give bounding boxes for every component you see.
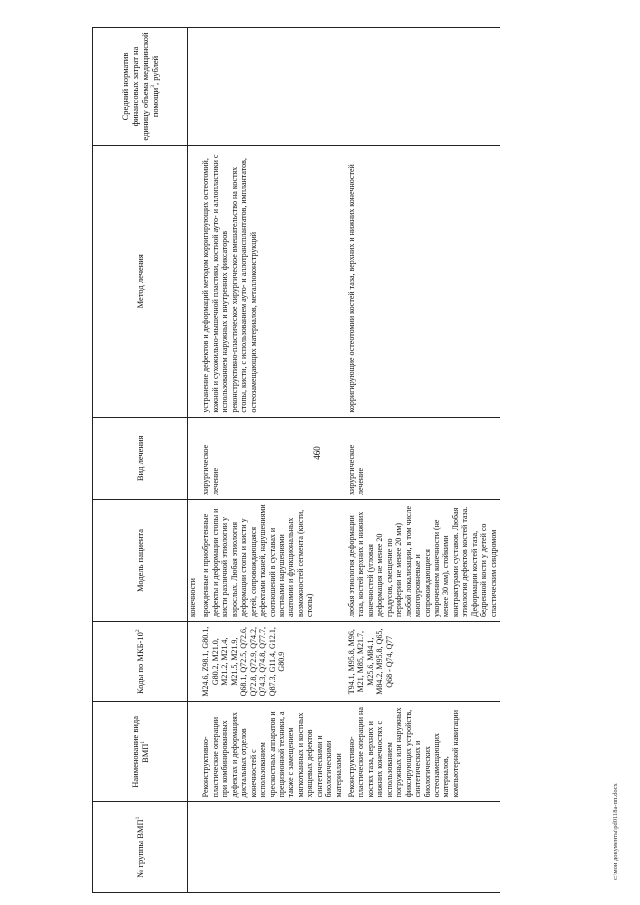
- cell-mkb: M24.6, Z98.1, G80.1, G80.2, M21.0, M21.2, M21.4, M21.5, M21.9, Q68.1, Q72.5, Q72.6, Q72.8, Q72.9, Q74.2, Q74.3, Q74.8, Q77.7, Q87.3, G11.4, G12.1, G80.9: [199, 621, 345, 701]
- cell-method: [188, 146, 200, 418]
- table-row: [345, 28, 500, 893]
- page-number: 460: [311, 446, 322, 460]
- cell-group-no: [345, 802, 500, 893]
- cell-mkb: [188, 621, 200, 701]
- table-row: [199, 28, 345, 893]
- cell-norm: [199, 28, 345, 146]
- cell-group-no: [199, 802, 345, 893]
- cell-method: корригирующие остеотомии костей таза, верхних и нижних конечностей: [345, 146, 500, 418]
- header-group-no: № группы ВМП$^1$: [93, 802, 188, 893]
- header-mkb: Коды по МКБ-$10^2$: [93, 621, 188, 701]
- cell-model: любая этиология деформации таза, костей верхних и нижних конечностей (угловая деформация не менее 20 градусов, смещение по периферии не менее 20 мм) любой локализации, в том числе многоуровневые и сопровождающиеся укорочением конечности (не менее 30 мм), стойкими контрактурами суставов. Любая этиология дефектов костей таза. Деформации костей таза, бедренной кости у детей со спастическим синдромом: [345, 500, 500, 622]
- cell-norm: [188, 28, 200, 146]
- cell-treatment-type: хирургическое лечение: [199, 417, 345, 499]
- continuation-row: [188, 28, 200, 893]
- cell-method: устранение дефектов и деформаций методом корригирующих остеотомий, кожной и сухожильно-мышечной пластики, костной ауто- и аллопластики с использованием наружных и внутренних фиксаторов реконструктивно-пластическое хирургическое вмешательство на костях стопы, кисти, с использованием ауто- и аллотрансплантатов, имплантатов, остеозамещающих материалов, металлоконструкций: [199, 146, 345, 418]
- header-treatment-type: Вид лечения: [93, 417, 188, 499]
- header-norm: Средний норматив финансовых затрат на единицу объема медицинской помощи$^3$, рублей: [93, 28, 188, 146]
- cell-model: конечности: [188, 500, 200, 622]
- table-header-row: [93, 28, 188, 893]
- cell-treatment-type: [188, 417, 200, 499]
- header-name: Наименование вида ВМП$^1$: [93, 702, 188, 802]
- cell-mkb: T94.1, M95.8, M96, M21, M85, M21.7, M25.6, M84.1, M84.2, M95.8, Q65, Q68 - Q74, Q77: [345, 621, 500, 701]
- cell-name: Реконструктивно-пластические операции при комбинированных дефектах и деформациях дистальных отделов конечностей с использованием чрескостных аппаратов и прецизионной техники, а также с замещением мягкотканных и костных хрящевых дефектов синтетическими и биологическими материалами: [199, 702, 345, 802]
- vmp-table: [92, 27, 500, 893]
- cell-model: врожденные и приобретенные дефекты и деформации стопы и кисти различной этиологии у взрослых. Любая этиология деформации стопы и кисти у детей, сопровождающаяся дефектами тканей, нарушениями соотношений в суставах и костными нарушениями анатомии и функциональных возможностей сегмента (кисти, стопы): [199, 500, 345, 622]
- footer-file-path: c:\мои документы\pd0118a-пп.docx: [612, 783, 619, 880]
- cell-name: [188, 702, 200, 802]
- cell-treatment-type: хирургическое лечение: [345, 417, 500, 499]
- header-method: Метод лечения: [93, 146, 188, 418]
- cell-group-no: [188, 802, 200, 893]
- cell-name: Реконструктивно-пластические операции на костях таза, верхних и нижних конечностях с использованием погружных или наружных фиксирующих устройств, синтетических и биологических остеозамещающих материалов, компьютерной навигации: [345, 702, 500, 802]
- cell-norm: [345, 28, 500, 146]
- header-model: Модель пациента: [93, 500, 188, 622]
